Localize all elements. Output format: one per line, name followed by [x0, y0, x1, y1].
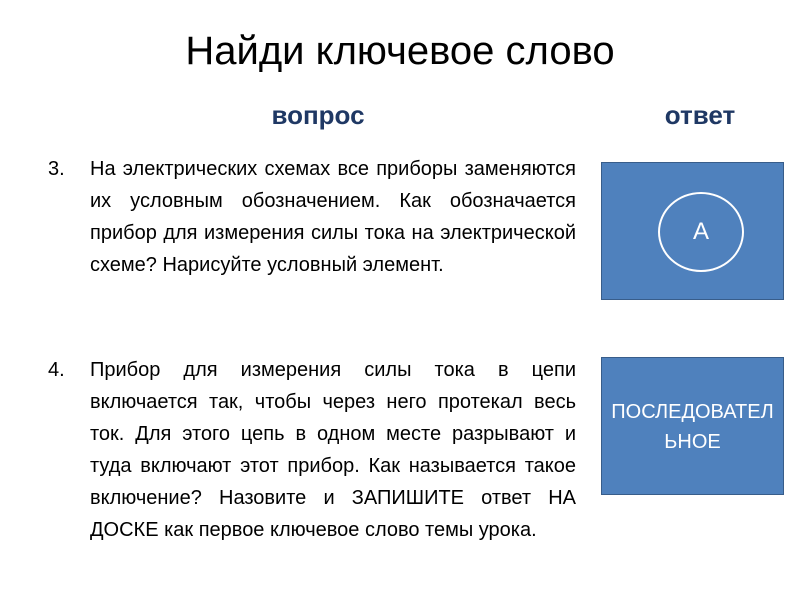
answer-box-4[interactable]: [601, 357, 784, 495]
question-3: [48, 153, 576, 281]
ammeter-letter: A: [692, 218, 709, 245]
question-text: На электрических схемах все приборы заменяются их условным обозначением. Как обозначается прибор для измерения силы тока на электрической схеме? Нарисуйте условный элемент.: [90, 158, 576, 276]
question-column-heading: вопрос: [271, 100, 365, 130]
slide-title: Найди ключевое слово: [185, 29, 615, 73]
ammeter-symbol-icon: [658, 192, 744, 272]
answer-word: ПОСЛЕДОВАТЕЛЬНОЕ: [611, 401, 774, 453]
question-text: Прибор для измерения силы тока в цепи включается так, чтобы через него протекал весь ток. Для этого цепь в одном месте разрывают и туда включают этот прибор. Как называется такое включение? Назовите и ЗАПИШИТЕ ответ НА ДОСКЕ как первое ключевое слово темы урока.: [90, 359, 576, 541]
question-number: 3.: [48, 158, 65, 180]
answer-box-3[interactable]: [601, 162, 784, 300]
question-number: 4.: [48, 359, 65, 381]
question-4: [48, 354, 576, 546]
answer-column-heading: ответ: [664, 100, 736, 130]
